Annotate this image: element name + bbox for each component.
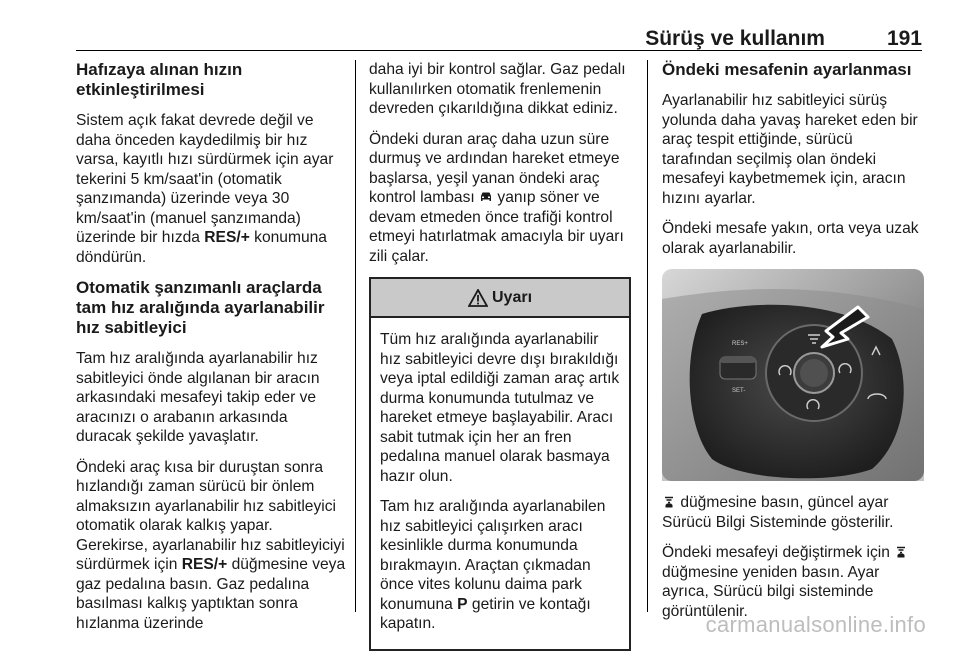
paragraph: Ayarlanabilir hız sabitleyici sürüş yolunda daha yavaş hareket eden bir araç tespit ettiğinde, sürücü tarafından seçilmiş olan öndeki mesafeyi kaybetmemek için, aracın hızını ayarlar. [662, 92, 918, 207]
paragraph: Öndeki mesafe yakın, orta veya uzak olarak ayarlanabilir. [662, 220, 919, 257]
car-ahead-icon [479, 190, 493, 204]
heading-following-distance: Öndeki mesafenin ayarlanması [662, 60, 912, 79]
column-3 [662, 60, 924, 632]
page-number: 191 [886, 27, 922, 50]
paragraph: Öndeki araç kısa bir duruştan sonra hızlandığı zaman sürücü bir önlem almaksızın ayarlanabilir hız sabitleyici otomatik olarak kalkış yapar. Gerekirse, ayarlanabilir hız sabitleyiciyi sürdürmek için RES/+ düğmesine veya gaz pedalına basın. Gaz pedalına basılması kalkış yaptıktan sonra hızlanma üzerinde [76, 458, 346, 632]
set-label: SET- [732, 388, 746, 394]
column-divider-2 [647, 60, 648, 612]
warning-paragraph: Tam hız aralığında ayarlanabilen hız sabitleyici çalışırken aracı kesinlikle durma konumunda bırakmayın. Araçtan çıkmadan önce vites kolunu daima park konumuna P getirin ve kontağı kapatın. [380, 498, 606, 632]
running-head [645, 27, 922, 51]
res-label: RES+ [732, 341, 748, 347]
steering-wheel-controls-image [662, 269, 924, 481]
paragraph: daha iyi bir kontrol sağlar. Gaz pedalı kullanılırken otomatik frenlemenin devreden çıkarıldığına dikkat ediniz. [369, 61, 626, 117]
column-divider-1 [355, 60, 356, 612]
paragraph: Tam hız aralığında ayarlanabilir hız sabitleyici önde algılanan bir aracın arkasındaki mesafeyi takip eder ve aracınızı o arabanın arkasında duracak şekilde yavaşlatır. [76, 350, 320, 445]
watermark: carmanualsonline.info [705, 612, 926, 637]
following-distance-icon [662, 495, 676, 509]
paragraph: düğmesine basın, güncel ayar Sürücü Bilgi Sisteminde gösterilir. [662, 494, 894, 531]
header-rule [76, 50, 922, 51]
warning-triangle-icon [468, 289, 488, 307]
paragraph: Sistem açık fakat devrede değil ve daha önceden kaydedilmiş bir hız varsa, kayıtlı hızı sürdürmek için ayar tekerini 5 km/saat'in (otomatik şanzımanda) üzerinde veya 30 km/saat'in (manuel şanzımanda) üzerinde bir hızda RES/+ konumuna döndürün. [76, 112, 334, 266]
warning-title: Uyarı [491, 288, 533, 306]
following-distance-icon [894, 545, 908, 559]
warning-body [371, 318, 629, 649]
heading-full-speed-acc: Otomatik şanzımanlı araçlarda tam hız aralığında ayarlanabilir hız sabitleyici [76, 278, 325, 337]
warning-box [369, 277, 631, 651]
section-title: Sürüş ve kullanım [645, 27, 825, 50]
paragraph: Öndeki duran araç daha uzun süre durmuş ve ardından hareket etmeye başlarsa, yeşil yanan öndeki araç kontrol lambası yanıp söner ve devam etmeden önce trafiği kontrol etmeyi hatırlatmak amacıyla bir uyarı zili çalar. [369, 130, 624, 265]
paragraph: Öndeki mesafeyi değiştirmek için düğmesine yeniden basın. Ayar ayrıca, Sürücü bilgi sisteminde görüntülenir. [662, 543, 924, 621]
column-2 [369, 60, 631, 651]
column-1 [76, 60, 346, 644]
warning-header [371, 279, 629, 318]
warning-paragraph: Tüm hız aralığında ayarlanabilir hız sabitleyici devre dışı bırakıldığı veya iptal edildiği zaman araç artık durma konumunda tutulmaz ve hareket etmeye başlayabilir. Aracı sabit tutmak için her an fren pedalına manuel olarak basmaya hazır olun. [380, 331, 620, 485]
heading-memory-speed: Hafızaya alınan hızın etkinleştirilmesi [76, 60, 243, 99]
